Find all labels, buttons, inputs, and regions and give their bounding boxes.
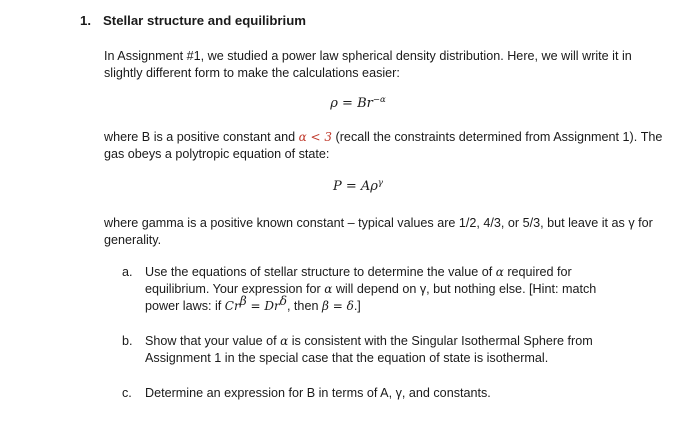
constraint-paragraph	[104, 129, 664, 163]
item-a-alpha-2: α	[324, 282, 333, 296]
list-marker-c: c.	[122, 386, 132, 400]
item-a-text-5: .]	[353, 299, 361, 313]
polytropic-equation	[8, 178, 700, 195]
alpha-constraint: α < 3	[298, 130, 333, 144]
density-equation-base: ρ = Br	[330, 96, 373, 111]
density-equation	[8, 95, 700, 112]
item-a-alpha-1: α	[495, 265, 504, 279]
item-b-text-1: Show that your value of	[145, 334, 281, 348]
item-b-text-2: is consistent with the Singular Isothermal Sphere from Assignment 1 in the special case that the equation of state is isothermal.	[145, 334, 593, 365]
polytropic-equation-base: P = Aρ	[332, 179, 378, 194]
list-marker-b: b.	[122, 334, 133, 348]
density-equation-exponent: −α	[372, 95, 386, 105]
item-b-alpha: α	[280, 334, 289, 348]
list-text-b	[145, 333, 615, 367]
item-a-text-4: , then	[286, 299, 322, 313]
item-a-math-beta-exp: β	[239, 294, 247, 308]
list-marker-a: a.	[122, 265, 133, 279]
item-a-math-delta-exp: δ	[279, 294, 287, 308]
item-a-math-dr: = Dr	[246, 299, 280, 313]
list-text-c: Determine an expression for B in terms of A, γ, and constants.	[145, 386, 491, 400]
intro-paragraph: In Assignment #1, we studied a power law spherical density distribution. Here, we will write it in slightly different form to make the calculations easier:	[104, 49, 632, 80]
item-a-text-1: Use the equations of stellar structure to determine the value of	[145, 265, 496, 279]
gamma-paragraph: where gamma is a positive known constant – typical values are 1/2, 4/3, or 5/3, but leave it as γ for generality.	[104, 216, 653, 247]
constraint-text-before: where B is a positive constant and	[104, 130, 299, 144]
section-heading	[80, 12, 306, 29]
item-a-math-beta-eq-delta: β = δ	[321, 299, 354, 313]
section-number: 1.	[80, 13, 91, 28]
polytropic-equation-exponent: γ	[377, 178, 384, 188]
item-a-text-2: required for equilibrium. Your expression for	[145, 265, 572, 296]
list-text-a	[145, 264, 615, 315]
constraint-text-after: (recall the constraints determined from Assignment 1). The gas obeys a polytropic equation of state:	[104, 130, 663, 161]
section-title: Stellar structure and equilibrium	[103, 13, 306, 28]
item-a-math-cr: Cr	[224, 299, 240, 313]
item-a-text-3: will depend on γ, but nothing else. [Hint: match power laws: if	[145, 282, 597, 313]
